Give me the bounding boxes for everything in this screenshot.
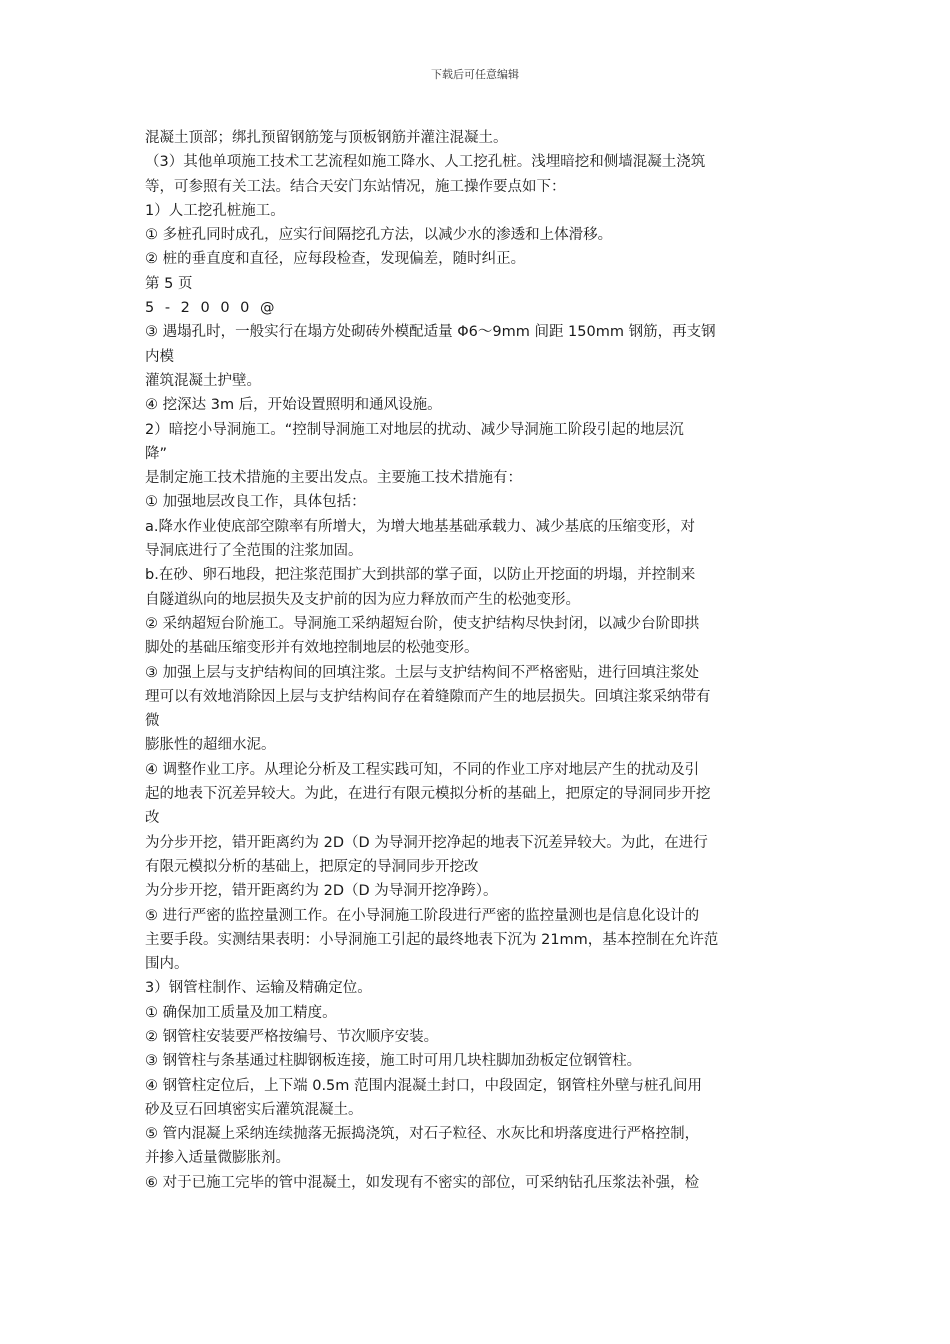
text-line: ③ 遇塌孔时，一般实行在塌方处砌砖外模配适量 Φ6～9mm 间距 150mm 钢筋，再支钢: [145, 324, 716, 341]
text-line: 微: [145, 713, 160, 730]
text-line: ① 多桩孔同时成孔，应实行间隔挖孔方法，以减少水的渗透和上体滑移。: [145, 227, 613, 244]
text-line: ② 钢管柱安装要严格按编号、节次顺序安装。: [145, 1028, 439, 1045]
text-line: 膨胀性的超细水泥。: [145, 737, 276, 754]
text-line: 降”: [145, 445, 168, 462]
text-line: 并掺入适量微膨胀剂。: [145, 1150, 290, 1167]
text-line: ④ 挖深达 3m 后，开始设置照明和通风设施。: [145, 397, 442, 414]
text-line: 导洞底进行了全范围的注浆加固。: [145, 543, 363, 560]
text-line: 砂及豆石回填密实后灌筑混凝土。: [145, 1101, 363, 1118]
text-line: ⑥ 对于已施工完毕的管中混凝土，如发现有不密实的部位，可采纳钻孔压浆法补强，检: [145, 1174, 700, 1191]
text-line: 围内。: [145, 956, 189, 973]
text-line: 理可以有效地消除因上层与支护结构间存在着缝隙而产生的地层损失。回填注浆采纳带有: [145, 688, 711, 705]
text-line: 自隧道纵向的地层损失及支护前的因为应力释放而产生的松弛变形。: [145, 591, 580, 608]
text-line: 混凝土顶部；绑扎预留钢筋笼与顶板钢筋并灌注混凝土。: [145, 130, 508, 146]
text-line: 2）暗挖小导洞施工。“控制导洞施工对地层的扰动、减少导洞施工阶段引起的地层沉: [145, 421, 684, 438]
text-line: ③ 加强上层与支护结构间的回填注浆。土层与支护结构间不严格密贴，进行回填注浆处: [145, 664, 700, 681]
text-line: 1）人工挖孔桩施工。: [145, 202, 285, 219]
code-line: 5 - 2 0 0 0 @: [145, 300, 278, 317]
text-line: （3）其他单项施工技术工艺流程如施工降水、人工挖孔桩。浅埋暗挖和侧墙混凝土浇筑: [145, 154, 706, 171]
text-line: 等，可参照有关工法。结合天安门东站情况，施工操作要点如下：: [145, 178, 566, 195]
text-line: 3）钢管柱制作、运输及精确定位。: [145, 980, 372, 997]
text-line: ① 加强地层改良工作，具体包括：: [145, 494, 366, 511]
text-line: 内模: [145, 348, 174, 365]
text-line: ④ 调整作业工序。从理论分析及工程实践可知，不同的作业工序对地层产生的扰动及引: [145, 761, 700, 778]
text-line: ⑤ 管内混凝上采纳连续抛落无振捣浇筑，对石子粒径、水灰比和坍落度进行严格控制，: [145, 1126, 700, 1143]
text-line: a.降水作业使底部空隙率有所增大，为增大地基基础承载力、减少基底的压缩变形，对: [145, 518, 695, 535]
text-line: 是制定施工技术措施的主要出发点。主要施工技术措施有：: [145, 470, 522, 487]
text-line: 起的地表下沉差异较大。为此，在进行有限元模拟分析的基础上，把原定的导洞同步开挖: [145, 786, 711, 803]
text-line: 主要手段。实测结果表明：小导洞施工引起的最终地表下沉为 21mm，基本控制在允许范: [145, 931, 719, 948]
page-header: 下载后可任意编辑: [431, 68, 519, 81]
text-line: 改: [145, 810, 160, 827]
text-line: 脚处的基础压缩变形并有效地控制地层的松弛变形。: [145, 640, 479, 657]
text-line: ② 采纳超短台阶施工。导洞施工采纳超短台阶，使支护结构尽快封闭，以减少台阶即拱: [145, 615, 700, 632]
document-body: [145, 126, 815, 1195]
text-line: ② 桩的垂直度和直径，应每段检查，发现偏差，随时纠正。: [145, 251, 526, 268]
page-number-text: 第 5 页: [145, 275, 193, 292]
text-line: 灌筑混凝土护壁。: [145, 372, 261, 389]
text-line: 为分步开挖，错开距离约为 2D（D 为导洞开挖净跨）。: [145, 883, 498, 900]
text-line: ③ 钢管柱与条基通过柱脚钢板连接，施工时可用几块柱脚加劲板定位钢管柱。: [145, 1053, 642, 1070]
text-line: ① 确保加工质量及加工精度。: [145, 1004, 337, 1021]
text-line: 有限元模拟分析的基础上，把原定的导洞同步开挖改: [145, 858, 479, 875]
text-line: 为分步开挖，错开距离约为 2D（D 为导洞开挖净起的地表下沉差异较大。为此，在进行: [145, 834, 708, 851]
text-line: b.在砂、卵石地段，把注浆范围扩大到拱部的掌子面，以防止开挖面的坍塌，并控制来: [145, 567, 696, 584]
text-line: ④ 钢管柱定位后，上下端 0.5m 范围内混凝土封口，中段固定，钢管柱外壁与桩孔间用: [145, 1077, 703, 1094]
text-line: ⑤ 进行严密的监控量测工作。在小导洞施工阶段进行严密的监控量测也是信息化设计的: [145, 907, 700, 924]
